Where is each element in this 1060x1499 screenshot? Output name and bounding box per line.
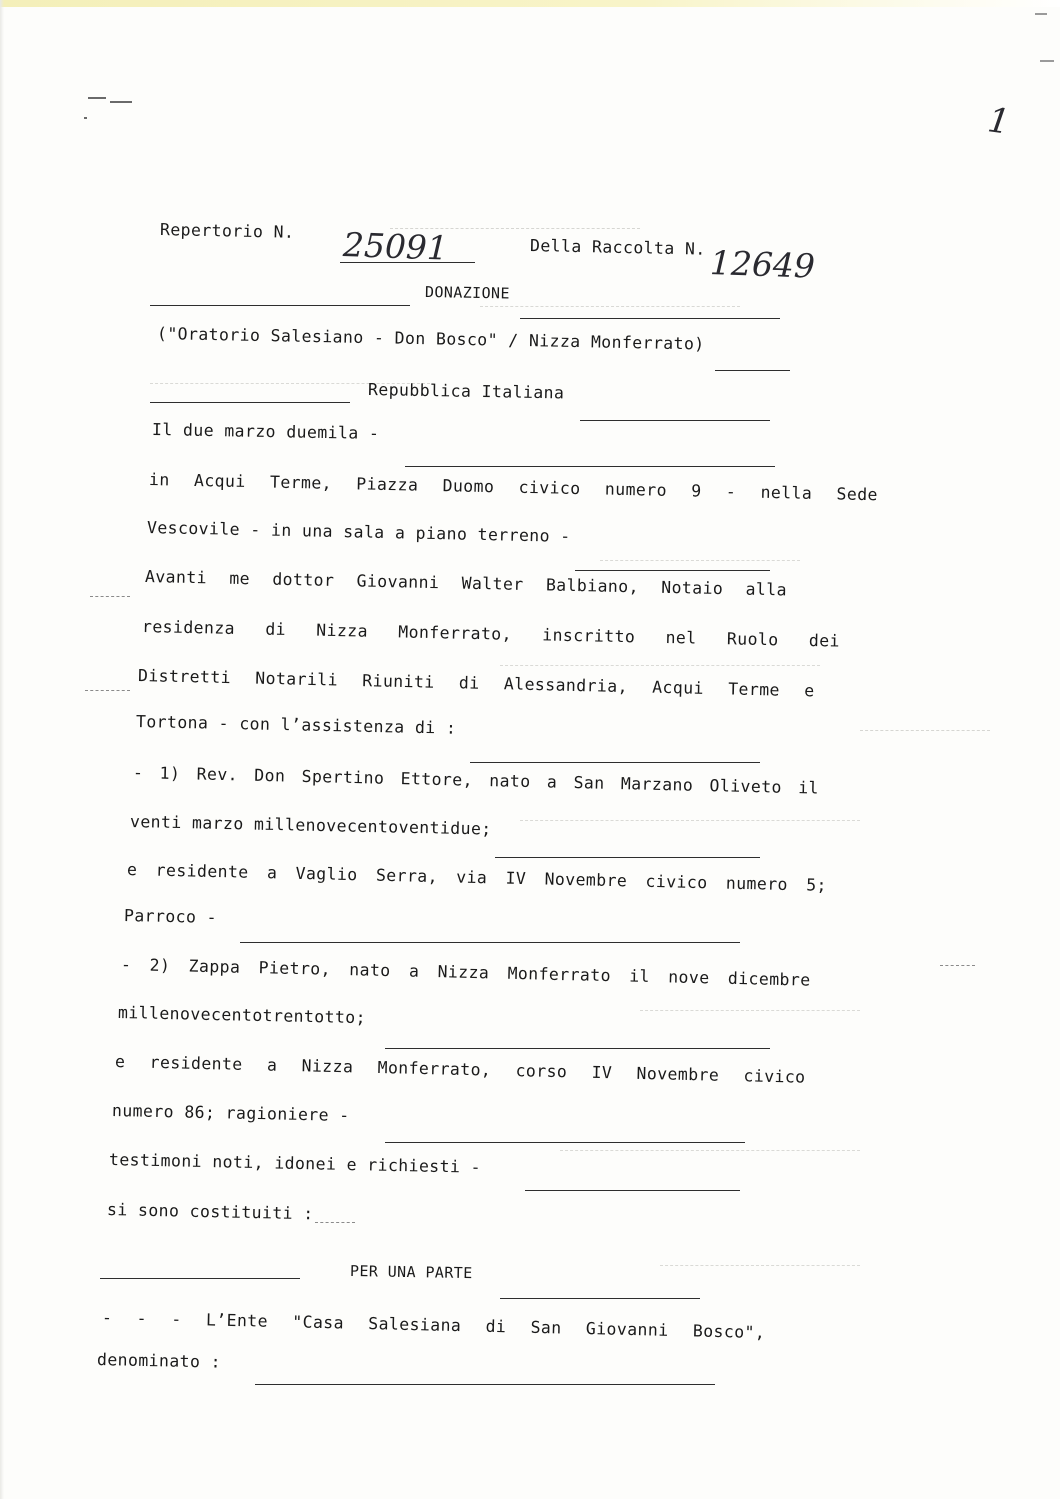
fill-rule-16 bbox=[525, 1190, 740, 1191]
raccolta-label: Della Raccolta N. bbox=[529, 236, 706, 259]
text-line-11: Parroco - bbox=[123, 906, 218, 927]
text-line-16: testimoni noti, idonei e richiesti - bbox=[108, 1150, 482, 1177]
fill-rule-7 bbox=[470, 762, 760, 763]
rule-per-una-parte-left bbox=[100, 1278, 300, 1279]
text-line-19: - - - L’Ente "Casa Salesiana di San Giovanni Bosco", bbox=[101, 1308, 766, 1343]
scan-speck bbox=[88, 97, 106, 99]
repertorio-number: 25091 bbox=[342, 225, 449, 268]
text-line-1: Il due marzo duemila - bbox=[151, 420, 380, 443]
rule-right-title bbox=[520, 318, 780, 319]
rule-subtitle bbox=[715, 370, 790, 371]
text-line-20: denominato : bbox=[96, 1350, 222, 1372]
fill-rule-1 bbox=[405, 466, 775, 467]
document-subtitle: ("Oratorio Salesiano - Don Bosco" / Nizza Monferrato) bbox=[156, 324, 705, 354]
republic-heading: Repubblica Italiana bbox=[367, 380, 565, 403]
text-line-17: si sono costituiti : bbox=[106, 1200, 314, 1224]
fill-rule-3 bbox=[575, 570, 770, 571]
fill-dash-17 bbox=[315, 1222, 355, 1223]
text-line-8: - 1) Rev. Don Spertino Ettore, nato a San Marzano Oliveto il bbox=[132, 763, 820, 798]
repertorio-label: Repertorio N. bbox=[159, 220, 295, 242]
text-line-14: e residente a Nizza Monferrato, corso IV Novembre civico bbox=[114, 1052, 806, 1087]
text-line-13: millenovecentotrentotto; bbox=[117, 1003, 367, 1028]
margin-dash bbox=[85, 690, 130, 691]
raccolta-number: 12649 bbox=[709, 243, 816, 286]
document-title: DONAZIONE bbox=[424, 283, 511, 303]
text-line-15: numero 86; ragioniere - bbox=[111, 1101, 350, 1125]
text-line-9: venti marzo millenovecentoventidue; bbox=[129, 812, 492, 839]
rule-republic-right bbox=[580, 420, 770, 421]
text-line-2: in Acqui Terme, Piazza Duomo civico numero 9 - nella Sede bbox=[148, 470, 879, 505]
text-line-6: Distretti Notarili Riuniti di Alessandria, Acqui Terme e bbox=[137, 666, 815, 701]
scan-speck bbox=[84, 117, 87, 119]
text-line-5: residenza di Nizza Monferrato, inscritto nel Ruolo dei bbox=[141, 617, 841, 651]
margin-dash bbox=[940, 965, 975, 966]
text-line-3: Vescovile - in una sala a piano terreno - bbox=[146, 518, 571, 546]
fill-rule-9 bbox=[495, 857, 760, 858]
fill-rule-11 bbox=[240, 942, 740, 943]
scan-speck bbox=[110, 101, 132, 103]
text-line-10: e residente a Vaglio Serra, via IV Novembre civico numero 5; bbox=[126, 860, 828, 895]
section-per-una-parte: PER UNA PARTE bbox=[349, 1262, 473, 1283]
repertorio-underline bbox=[340, 262, 475, 263]
fill-rule-20 bbox=[255, 1384, 715, 1385]
fill-rule-15 bbox=[385, 1142, 745, 1143]
rule-republic-left bbox=[150, 402, 350, 403]
margin-dash bbox=[90, 596, 130, 597]
text-line-7: Tortona - con l’assistenza di : bbox=[135, 712, 457, 738]
fill-rule-13 bbox=[385, 1048, 770, 1049]
page-number: 1 bbox=[985, 100, 1013, 143]
text-line-12: - 2) Zappa Pietro, nato a Nizza Monferrato il nove dicembre bbox=[120, 955, 811, 990]
scan-speck bbox=[1040, 60, 1054, 62]
rule-left-title bbox=[150, 305, 410, 306]
scan-speck bbox=[1035, 13, 1047, 15]
text-line-4: Avanti me dottor Giovanni Walter Balbiano, Notaio alla bbox=[144, 567, 788, 600]
rule-per-una-parte-right bbox=[500, 1298, 700, 1299]
